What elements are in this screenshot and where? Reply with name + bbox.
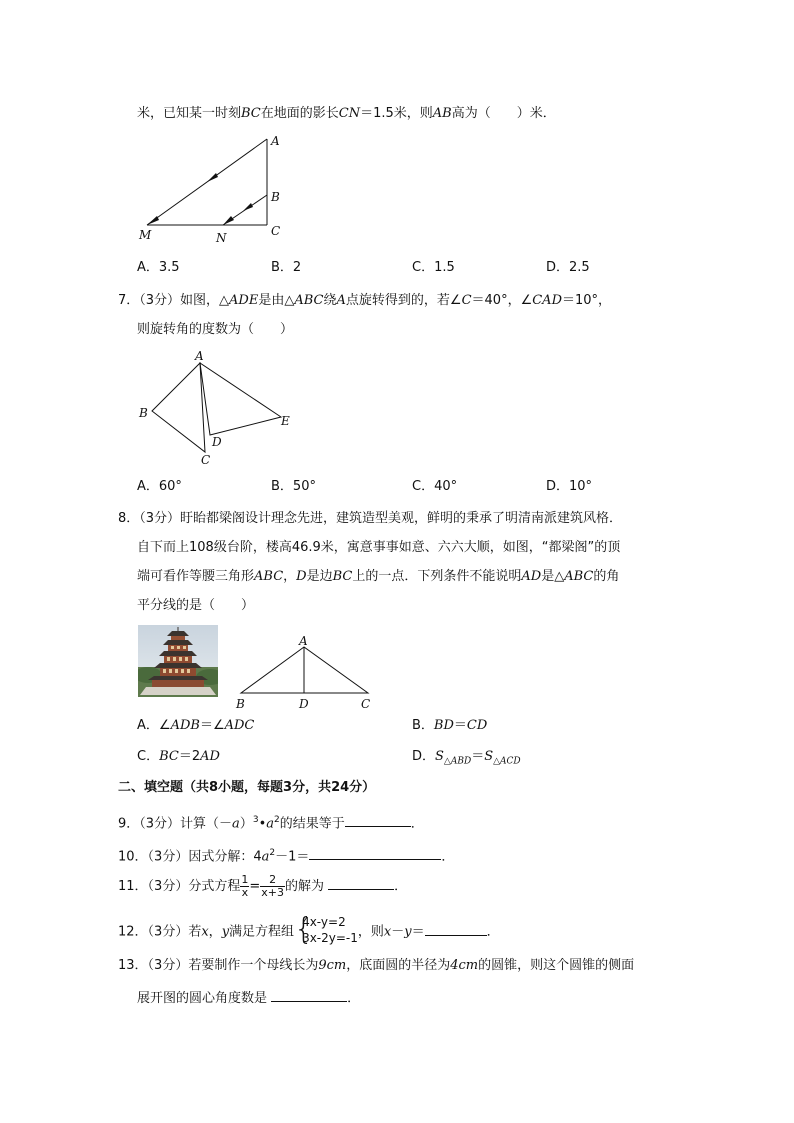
q8-option-b[interactable]: B．BD＝CD [412,718,488,733]
section-2-heading: 二、填空题（共8小题，每题3分，共24分） [118,780,376,795]
fraction-2-over-x-plus-3: $\frac{2}{x+3}$ [261,873,284,899]
q6-text: 米，已知某一时刻BC在地面的影长CN＝1.5米，则AB高为（ ）米． [137,106,556,121]
label-A: A [195,349,204,363]
q7-text-line1: 7．（3分）如图，△ADE是由△ABC绕A点旋转得到的，若∠C＝40°，∠CAD＝10°， [118,293,612,308]
q8-option-d[interactable]: D．$S_{\triangle ABD}=S_{\triangle ACD}$ [412,749,521,767]
q13-text-line2: 展开图的圆心角度数是 ． [137,987,360,1009]
q8-option-c[interactable]: C．BC＝2AD [137,749,220,764]
q7-option-c[interactable]: C．40° [412,479,458,494]
q6-option-d[interactable]: D．2.5 [546,260,590,275]
pavilion-photo [138,625,218,697]
q6-option-c[interactable]: C．1.5 [412,260,455,275]
q8-text-line2: 自下而上108级台阶，楼高46.9米，寓意事事如意、六六大顺，如图，“都梁阁”的顶 [137,540,621,555]
q11-answer-blank[interactable] [328,875,394,890]
q13-answer-blank[interactable] [271,987,347,1002]
label-B: B [139,406,148,420]
q11-text: 11．（3分）分式方程 $\frac{1}{x}$ = $\frac{2}{x+3}$ 的解为 ． [118,873,408,899]
q6-figure [130,130,300,250]
q6-option-b[interactable]: B．2 [271,260,302,275]
label-A: A [271,134,280,148]
q13-text-line1: 13．（3分）若要制作一个母线长为9cm，底面圆的半径为4cm的圆锥，则这个圆锥的侧面 [118,958,635,973]
q12-answer-blank[interactable] [425,921,487,936]
q12-text: 12．（3分）若x，y满足方程组 { 4x-y=2 3x-2y=-1 ，则x－y＝ ． [118,912,500,947]
label-E: E [281,414,290,428]
label-N: N [216,231,227,245]
label-D: D [212,435,222,449]
q10-answer-blank[interactable] [309,845,441,860]
q9-text: 9．（3分）计算$(-a)^3•a^2$的结果等于 ． [118,810,424,834]
q7-text-line2: 则旋转角的度数为（ ） [137,322,294,337]
label-B: B [236,697,245,711]
label-A: A [299,634,308,648]
label-D: D [299,697,309,711]
q6-option-a[interactable]: A．3.5 [137,260,180,275]
label-C: C [271,224,281,238]
equation-system: { 4x-y=2 3x-2y=-1 [294,912,358,947]
q10-text: 10．（3分）因式分解：$4a^2-1=$ ． [118,843,454,867]
q7-option-d[interactable]: D．10° [546,479,593,494]
label-M: M [139,228,152,242]
q7-option-b[interactable]: B．50° [271,479,316,494]
fraction-1-over-x: $\frac{1}{x}$ [241,873,249,899]
q8-text-line1: 8．（3分）盱眙都梁阁设计理念先进，建筑造型美观，鲜明的秉承了明清南派建筑风格． [118,511,623,526]
q9-answer-blank[interactable] [345,812,411,827]
label-C: C [361,697,371,711]
q8-figure [228,632,378,712]
q8-text-line3: 端可看作等腰三角形ABC，D是边BC上的一点．下列条件不能说明AD是△ABC的角 [137,569,620,584]
label-B: B [271,190,280,204]
q8-option-a[interactable]: A．∠ADB＝∠ADC [137,718,255,733]
q7-option-a[interactable]: A．60° [137,479,182,494]
label-C: C [201,453,211,467]
q8-text-line4: 平分线的是（ ） [137,598,255,613]
q7-figure [130,345,300,470]
